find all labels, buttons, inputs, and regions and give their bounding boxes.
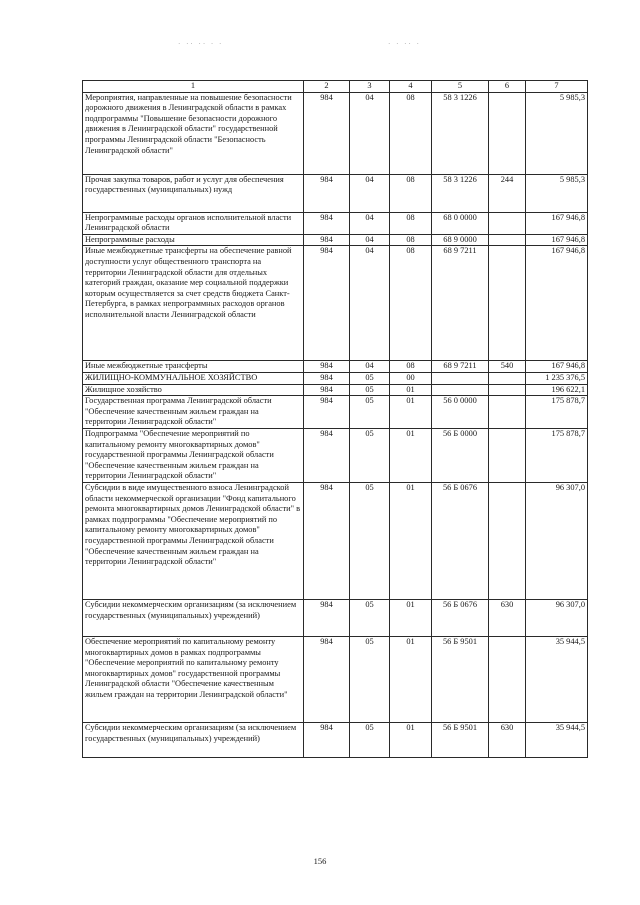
- column-header: 2: [304, 81, 350, 93]
- section-cell: 04: [350, 234, 390, 246]
- amount-cell: 167 946,8: [526, 212, 588, 234]
- subsection-cell: 01: [390, 636, 432, 722]
- target-article-cell: 58 3 1226: [432, 92, 489, 174]
- table-row: [83, 384, 588, 396]
- table-row: [83, 234, 588, 246]
- expense-type-cell: 630: [489, 599, 526, 636]
- table-row: [83, 599, 588, 636]
- subsection-cell: 08: [390, 212, 432, 234]
- amount-cell: 5 985,3: [526, 92, 588, 174]
- admin-code-cell: 984: [304, 361, 350, 373]
- column-header: 5: [432, 81, 489, 93]
- row-name-cell: Подпрограмма "Обеспечение мероприятий по капитальному ремонту многоквартирных домов" государственной программы Ленинградской области "Обеспечение качественным жильем граждан на территории Ленинградской области": [83, 428, 304, 482]
- table-row: [83, 636, 588, 722]
- row-name-cell: Государственная программа Ленинградской области "Обеспечение качественным жильем граждан на территории Ленинградской области": [83, 396, 304, 429]
- expense-type-cell: [489, 372, 526, 384]
- table-row: [83, 246, 588, 361]
- expense-type-cell: [489, 396, 526, 429]
- subsection-cell: 08: [390, 234, 432, 246]
- page-number: 156: [313, 856, 327, 866]
- amount-cell: 96 307,0: [526, 599, 588, 636]
- target-article-cell: 56 Б 9501: [432, 722, 489, 757]
- admin-code-cell: 984: [304, 212, 350, 234]
- table-row: [83, 361, 588, 373]
- table-body: [83, 92, 588, 757]
- scan-artifact: · · ·· ·: [388, 40, 421, 48]
- subsection-cell: 01: [390, 599, 432, 636]
- section-cell: 04: [350, 92, 390, 174]
- table-row: [83, 212, 588, 234]
- expense-type-cell: [489, 428, 526, 482]
- row-name-cell: Прочая закупка товаров, работ и услуг для обеспечения государственных (муниципальных) нужд: [83, 174, 304, 212]
- row-name-cell: ЖИЛИЩНО-КОММУНАЛЬНОЕ ХОЗЯЙСТВО: [83, 372, 304, 384]
- expense-type-cell: [489, 92, 526, 174]
- admin-code-cell: 984: [304, 636, 350, 722]
- row-name-cell: Субсидии некоммерческим организациям (за исключением государственных (муниципальных) учреждений): [83, 722, 304, 757]
- target-article-cell: 56 0 0000: [432, 396, 489, 429]
- subsection-cell: 00: [390, 372, 432, 384]
- section-cell: 04: [350, 361, 390, 373]
- expense-type-cell: [489, 246, 526, 361]
- row-name-cell: Субсидии в виде имущественного взноса Ленинградской области некоммерческой организации "Фонд капитального ремонта многоквартирных домов Ленинградской области" в рамках подпрограммы "Обеспечение мероприятий по капитальному ремонту многоквартирных домов" государственной программы Ленинградской области "Обеспечение качественным жильем граждан на территории Ленинградской области": [83, 482, 304, 599]
- table-row: [83, 722, 588, 757]
- admin-code-cell: 984: [304, 92, 350, 174]
- table-row: [83, 396, 588, 429]
- subsection-cell: 01: [390, 722, 432, 757]
- section-cell: 05: [350, 636, 390, 722]
- section-cell: 05: [350, 722, 390, 757]
- section-cell: 05: [350, 372, 390, 384]
- expense-type-cell: 540: [489, 361, 526, 373]
- amount-cell: 175 878,7: [526, 396, 588, 429]
- subsection-cell: 08: [390, 361, 432, 373]
- table-row: [83, 482, 588, 599]
- admin-code-cell: 984: [304, 174, 350, 212]
- subsection-cell: 01: [390, 482, 432, 599]
- subsection-cell: 08: [390, 92, 432, 174]
- row-name-cell: Жилищное хозяйство: [83, 384, 304, 396]
- section-cell: 04: [350, 212, 390, 234]
- section-cell: 04: [350, 246, 390, 361]
- expense-type-cell: [489, 482, 526, 599]
- expense-type-cell: [489, 636, 526, 722]
- header-row: [83, 81, 588, 93]
- section-cell: 05: [350, 482, 390, 599]
- subsection-cell: 08: [390, 174, 432, 212]
- target-article-cell: 68 0 0000: [432, 212, 489, 234]
- column-header: 4: [390, 81, 432, 93]
- section-cell: 04: [350, 174, 390, 212]
- amount-cell: 167 946,8: [526, 361, 588, 373]
- section-cell: 05: [350, 384, 390, 396]
- amount-cell: 167 946,8: [526, 234, 588, 246]
- amount-cell: 96 307,0: [526, 482, 588, 599]
- section-cell: 05: [350, 428, 390, 482]
- admin-code-cell: 984: [304, 384, 350, 396]
- amount-cell: 1 235 376,5: [526, 372, 588, 384]
- target-article-cell: 68 9 7211: [432, 246, 489, 361]
- admin-code-cell: 984: [304, 234, 350, 246]
- row-name-cell: Обеспечение мероприятий по капитальному ремонту многоквартирных домов в рамках подпрограммы "Обеспечение мероприятий по капитальному ремонту многоквартирных домов" государственной программы Ленинградской области "Обеспечение качественным жильем граждан на территории Ленинградской области": [83, 636, 304, 722]
- row-name-cell: Субсидии некоммерческим организациям (за исключением государственных (муниципальных) учреждений): [83, 599, 304, 636]
- subsection-cell: 01: [390, 428, 432, 482]
- expense-type-cell: [489, 234, 526, 246]
- admin-code-cell: 984: [304, 599, 350, 636]
- amount-cell: 35 944,5: [526, 636, 588, 722]
- column-header: 1: [83, 81, 304, 93]
- admin-code-cell: 984: [304, 428, 350, 482]
- amount-cell: 5 985,3: [526, 174, 588, 212]
- expense-type-cell: 630: [489, 722, 526, 757]
- amount-cell: 196 622,1: [526, 384, 588, 396]
- expense-type-cell: [489, 384, 526, 396]
- subsection-cell: 01: [390, 384, 432, 396]
- table-row: [83, 372, 588, 384]
- scan-artifact: · ·· ·· · ·: [178, 40, 224, 48]
- target-article-cell: 58 3 1226: [432, 174, 489, 212]
- row-name-cell: Непрограммные расходы: [83, 234, 304, 246]
- column-header: 7: [526, 81, 588, 93]
- target-article-cell: [432, 372, 489, 384]
- column-header: 3: [350, 81, 390, 93]
- expense-type-cell: 244: [489, 174, 526, 212]
- section-cell: 05: [350, 599, 390, 636]
- row-name-cell: Непрограммные расходы органов исполнительной власти Ленинградской области: [83, 212, 304, 234]
- target-article-cell: 68 9 7211: [432, 361, 489, 373]
- subsection-cell: 01: [390, 396, 432, 429]
- subsection-cell: 08: [390, 246, 432, 361]
- table-row: [83, 92, 588, 174]
- target-article-cell: 56 Б 0000: [432, 428, 489, 482]
- target-article-cell: [432, 384, 489, 396]
- expense-type-cell: [489, 212, 526, 234]
- amount-cell: 35 944,5: [526, 722, 588, 757]
- target-article-cell: 56 Б 9501: [432, 636, 489, 722]
- admin-code-cell: 984: [304, 396, 350, 429]
- row-name-cell: Иные межбюджетные трансферты: [83, 361, 304, 373]
- admin-code-cell: 984: [304, 482, 350, 599]
- row-name-cell: Иные межбюджетные трансферты на обеспечение равной доступности услуг общественного транспорта на территории Ленинградской области для отдельных категорий граждан, оказание мер социальной поддержки которым осуществляется за счет средств бюджета Санкт-Петербурга, в рамках непрограммных расходов органов исполнительной власти Ленинградской области: [83, 246, 304, 361]
- target-article-cell: 56 Б 0676: [432, 599, 489, 636]
- row-name-cell: Мероприятия, направленные на повышение безопасности дорожного движения в Ленинградской области в рамках подпрограммы "Повышение безопасности дорожного движения в Ленинградской области" государственной программы Ленинградской области "Безопасность Ленинградской области": [83, 92, 304, 174]
- column-header: 6: [489, 81, 526, 93]
- admin-code-cell: 984: [304, 246, 350, 361]
- amount-cell: 175 878,7: [526, 428, 588, 482]
- section-cell: 05: [350, 396, 390, 429]
- admin-code-cell: 984: [304, 372, 350, 384]
- target-article-cell: 56 Б 0676: [432, 482, 489, 599]
- table-row: [83, 174, 588, 212]
- target-article-cell: 68 9 0000: [432, 234, 489, 246]
- amount-cell: 167 946,8: [526, 246, 588, 361]
- table-row: [83, 428, 588, 482]
- budget-table: [82, 80, 588, 758]
- admin-code-cell: 984: [304, 722, 350, 757]
